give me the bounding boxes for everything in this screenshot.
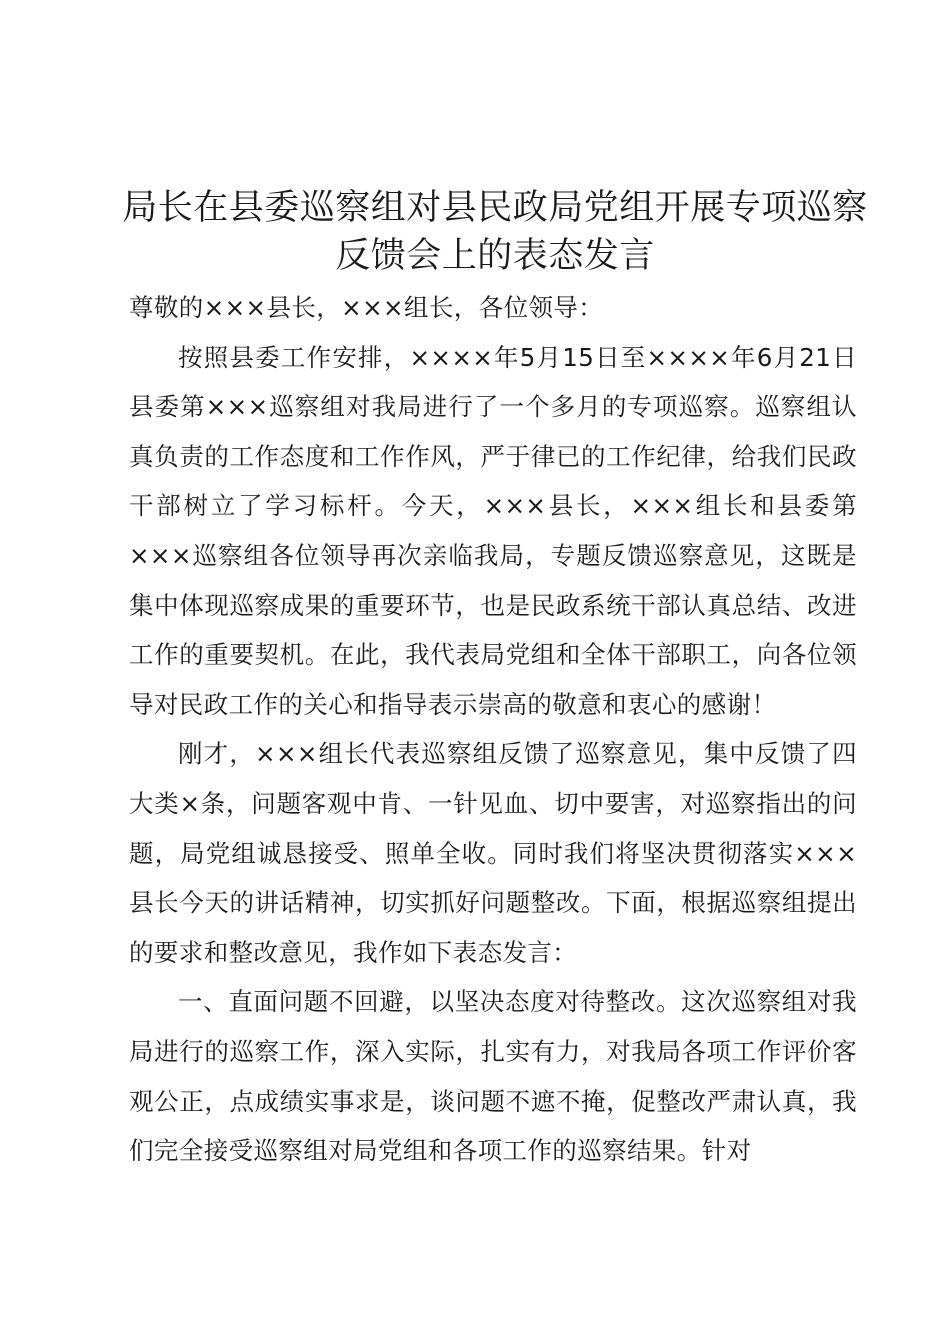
paragraph: 一、直面问题不回避，以坚决态度对待整改。这次巡察组对我局进行的巡察工作，深入实际，扎实有力，对我局各项工作评价客观公正，点成绩实事求是，谈问题不遮不掩，促整改严肃认真，我们完全接受巡察组对局党组和各项工作的巡察结果。针对 [129,987,857,1166]
document-body [129,283,857,1176]
paragraph: 按照县委工作安排，××××年5月15日至××××年6月21日县委第×××巡察组对我局进行了一个多月的专项巡察。巡察组认真负责的工作态度和工作作风，严于律已的工作纪律，给我们民政干部树立了学习标杆。今天，×××县长，×××组长和县委第×××巡察组各位领导再次亲临我局，专题反馈巡察意见，这既是集中体现巡察成果的重要环节，也是民政系统干部认真总结、改进工作的重要契机。在此，我代表局党组和全体干部职工，向各位领导对民政工作的关心和指导表示崇高的敬意和衷心的感谢！ [129,342,857,719]
title-line-1: 局长在县委巡察组对县民政局党组开展专项巡察 [122,188,868,228]
title-line-2: 反馈会上的表态发言 [335,236,655,276]
salutation: 尊敬的×××县长，×××组长，各位领导： [129,293,604,322]
paragraph: 刚才，×××组长代表巡察组反馈了巡察意见，集中反馈了四大类×条，问题客观中肯、一针见血、切中要害，对巡察指出的问题，局党组诚恳接受、照单全收。同时我们将坚决贯彻落实×××县长今天的讲话精神，切实抓好问题整改。下面，根据巡察组提出的要求和整改意见，我作如下表态发言： [129,739,857,967]
document-title [100,184,890,280]
